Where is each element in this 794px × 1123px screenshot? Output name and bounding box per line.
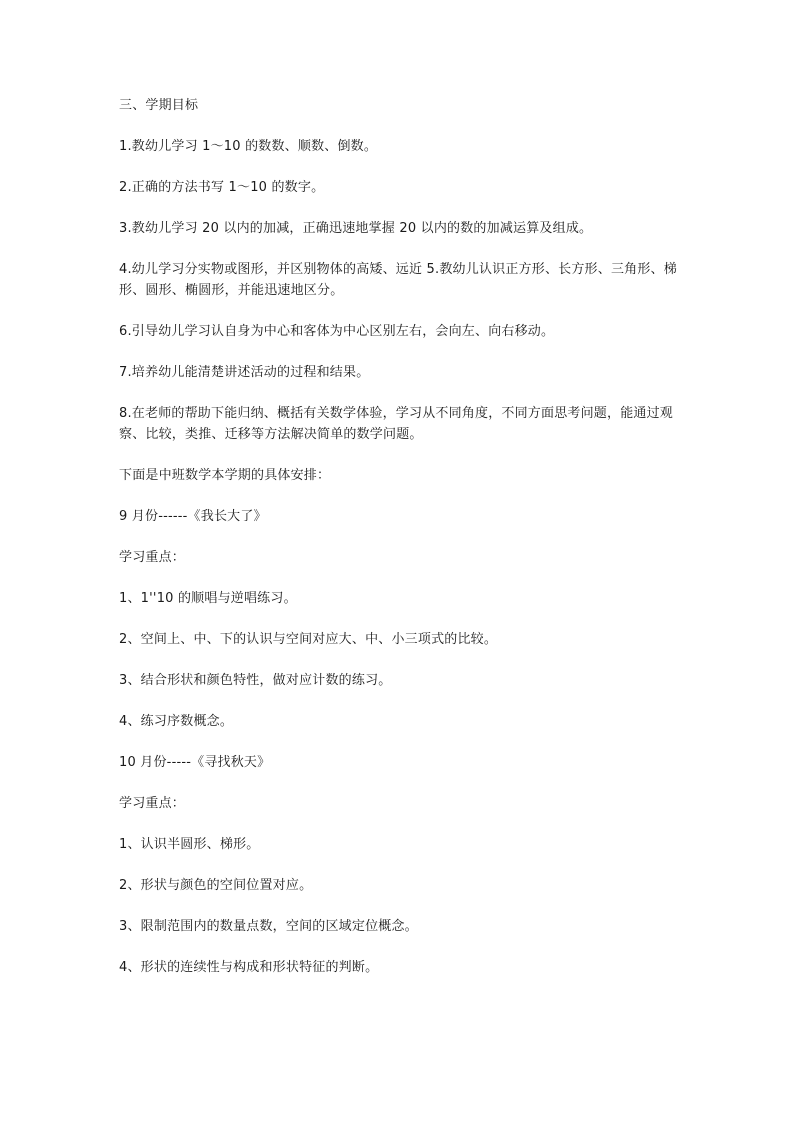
goal-item-1: 1.教幼儿学习 1～10 的数数、顺数、倒数。 [119,139,378,154]
september-point-4: 4、练习序数概念。 [119,714,234,729]
goal-item-3: 3.教幼儿学习 20 以内的加减，正确迅速地掌握 20 以内的数的加减运算及组成。 [119,221,593,236]
key-points-label: 学习重点： [119,796,186,811]
october-point-1: 1、认识半圆形、梯形。 [119,837,260,852]
section-heading: 三、学期目标 [119,98,199,113]
october-point-3: 3、限制范围内的数量点数，空间的区域定位概念。 [119,919,418,934]
goal-item-7: 7.培养幼儿能清楚讲述活动的过程和结果。 [119,365,370,380]
october-point-4: 4、形状的连续性与构成和形状特征的判断。 [119,960,379,975]
goal-item-8: 8.在老师的帮助下能归纳、概括有关数学体验，学习从不同角度，不同方面思考问题，能通过观察、比较，类推、迁移等方法解决简单的数学问题。 [119,406,674,442]
month-heading-october: 10 月份-----《寻找秋天》 [119,755,271,770]
goal-item-6: 6.引导幼儿学习认自身为中心和客体为中心区别左右，会向左、向右移动。 [119,324,555,339]
key-points-label: 学习重点： [119,550,186,565]
september-point-3: 3、结合形状和颜色特性，做对应计数的练习。 [119,673,392,688]
goal-item-2: 2.正确的方法书写 1～10 的数字。 [119,180,325,195]
month-heading-september: 9 月份------《我长大了》 [119,509,267,524]
goal-item-4-5: 4.幼儿学习分实物或图形，并区别物体的高矮、远近 5.教幼儿认识正方形、长方形、三角形、梯形、圆形、椭圆形，并能迅速地区分。 [119,262,677,298]
september-point-1: 1、1''10 的顺唱与逆唱练习。 [119,591,297,606]
schedule-intro: 下面是中班数学本学期的具体安排： [119,468,331,483]
document-body [119,95,679,998]
october-point-2: 2、形状与颜色的空间位置对应。 [119,878,313,893]
september-point-2: 2、空间上、中、下的认识与空间对应大、中、小三项式的比较。 [119,632,498,647]
